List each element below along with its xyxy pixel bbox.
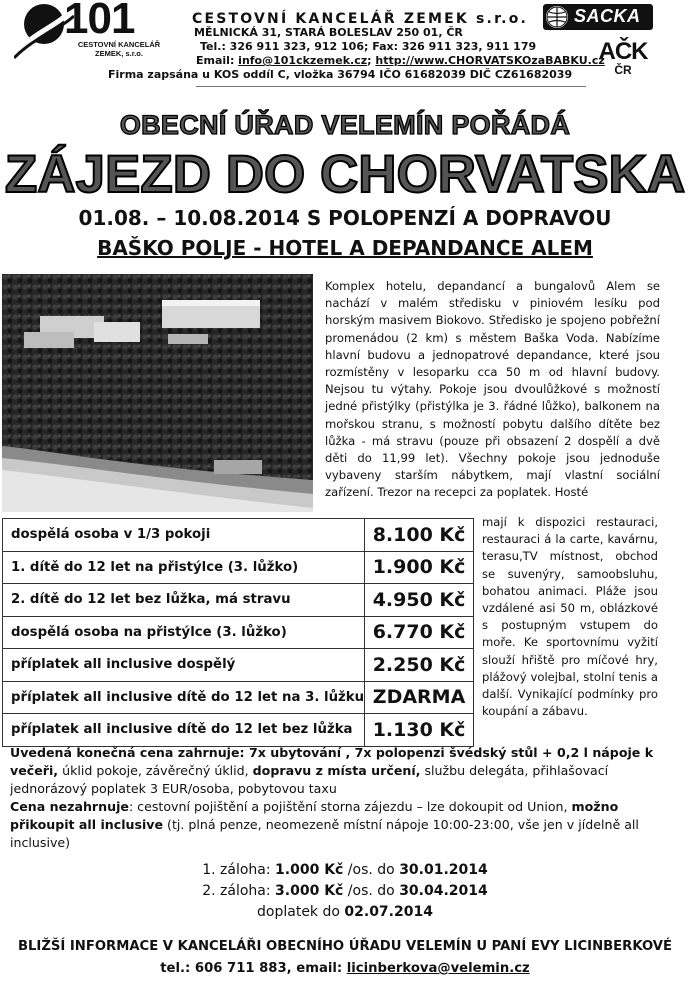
sacka-text: SACKA xyxy=(574,6,641,26)
ack-subtext: ČR xyxy=(614,63,632,77)
company-email-link[interactable]: info@101ckzemek.cz xyxy=(238,54,368,67)
sacka-logo xyxy=(543,4,653,30)
price-value: 6.770 Kč xyxy=(365,616,474,649)
price-value: 1.130 Kč xyxy=(365,714,474,747)
contact-line: tel.: 606 711 883, email: licinberkova@velemin.cz xyxy=(160,961,530,976)
company-address: MĚLNICKÁ 31, STARÁ BOLESLAV 250 01, ČR xyxy=(194,26,463,39)
main-title: ZÁJEZD DO CHORVATSKA xyxy=(4,145,686,204)
company-web-link[interactable]: http://www.CHORVATSKOzaBABKU.cz xyxy=(375,54,605,67)
price-value: 4.950 Kč xyxy=(365,584,474,617)
contact-info: BLIŽŠÍ INFORMACE V KANCELÁŘI OBECNÍHO ÚŘADU VELEMÍN U PANÍ EVY LICINBERKOVÉ xyxy=(17,939,673,954)
price-label: příplatek all inclusive dospělý xyxy=(3,649,365,682)
final-payment: doplatek do 02.07.2014 xyxy=(257,904,433,920)
price-label: dospělá osoba v 1/3 pokoji xyxy=(3,519,365,552)
table-row xyxy=(3,649,474,682)
price-label: 2. dítě do 12 let bez lůžka, má stravu xyxy=(3,584,365,617)
contact-footer xyxy=(0,936,690,980)
company-info xyxy=(108,11,605,82)
hotel-aerial-photo xyxy=(2,274,313,512)
table-row xyxy=(3,681,474,714)
price-label: příplatek all inclusive dítě do 12 let na 3. lůžku xyxy=(3,681,365,714)
contact-email-link[interactable]: licinberkova@velemin.cz xyxy=(346,961,530,976)
hotel-title: BAŠKO POLJE - HOTEL A DEPANDANCE ALEM xyxy=(97,236,593,260)
hotel-description-continued: mají k dispozici restauraci, restauraci á la carte, kavárnu, terasu,TV místnost, obchod se suvenýry, samoobsluhu, bohatou animaci. Pláže jsou vzdálené asi 50 m, oblázkové s postupným vstupem do moře. Ke sportovnímu vyžití slouží hřiště pro míčové hry, plážový volejbal, stolní tenis a další. Vynikající podmínky pro koupání a zábavu. xyxy=(482,515,658,719)
price-value: ZDARMA xyxy=(365,681,474,714)
deposit-schedule xyxy=(0,860,690,923)
organizer-title: OBECNÍ ÚŘAD VELEMÍN POŘÁDÁ xyxy=(119,110,571,140)
deposit-2: 2. záloha: 3.000 Kč /os. do 30.04.2014 xyxy=(202,883,488,899)
price-label: dospělá osoba na přistýlce (3. lůžko) xyxy=(3,616,365,649)
company-registration: Firma zapsána u KOS oddíl C, vložka 36794 IČO 61682039 DIČ CZ61682039 xyxy=(108,68,573,81)
ack-logo xyxy=(596,38,650,80)
logo-number: 101 xyxy=(64,0,135,43)
company-name: CESTOVNÍ KANCELÁŘ ZEMEK s.r.o. xyxy=(192,11,529,27)
table-row xyxy=(3,551,474,584)
globe-icon xyxy=(546,6,568,28)
deposit-1: 1. záloha: 1.000 Kč /os. do 30.01.2014 xyxy=(202,862,488,878)
table-row xyxy=(3,616,474,649)
table-row xyxy=(3,714,474,747)
price-conditions xyxy=(10,744,660,852)
company-email-line: Email: info@101ckzemek.cz; http://www.CHORVATSKOzaBABKU.cz xyxy=(196,54,605,67)
price-value: 1.900 Kč xyxy=(365,551,474,584)
price-label: 1. dítě do 12 let na přistýlce (3. lůžko) xyxy=(3,551,365,584)
header-divider xyxy=(196,86,586,87)
price-table xyxy=(2,518,474,747)
price-value: 2.250 Kč xyxy=(365,649,474,682)
hotel-description: Komplex hotelu, depandancí a bungalovů Alem se nachází v malém středisku v piniovém lesíku pod horským masivem Biokovo. Středisko je spojeno pobřežní promenádou (2 km) s městem Baška Voda. Nabízíme hlavní budovu a jednopatrové depandance, které jsou rozmístěny v lesoparku cca 50 m od hlavní budovy. Nejsou tu výtahy. Pokoje jsou dvoulůžkové s možností jedné přistýlky (přistýlka je 3. řádné lůžko), balkonem na mořskou stranu, s možností pobytu dalšího dítěte bez lůžka - má stravu (pouze při obsazení 2 dospělí a dvě děti do 11,99 let). Všechny pokoje jsou jednoduše vybaveny starším nábytkem, mají vlastní sociální zařízení. Trezor na recepci za poplatek. Hosté xyxy=(325,279,660,500)
logo-caption: CESTOVNÍ KANCELÁŘ ZEMEK, s.r.o. xyxy=(77,40,161,58)
company-logo xyxy=(14,2,182,64)
table-row xyxy=(3,519,474,552)
price-includes: Uvedená konečná cena zahrnuje: 7x ubytování , 7x polopenzi švédský stůl + 0,2 l nápoje k večeři, úklid pokoje, závěrečný úklid, dopravu z místa určení, službu delegáta, přihlašovací jednorázový poplatek 3 EUR/osoba, pobytovou taxu xyxy=(10,745,654,796)
company-phone: Tel.: 326 911 323, 912 106; Fax: 326 911 323, 911 179 xyxy=(200,40,537,53)
ack-text: AČK xyxy=(598,38,648,65)
price-excludes: Cena nezahrnuje: cestovní pojištění a pojištění storna zájezdu – lze dokoupit od Union, možno přikoupit all inclusive (tj. plná penze, neomezeně místní nápoje 10:00-23:00, vše jen v jídelně all inclusive) xyxy=(10,799,639,850)
table-row xyxy=(3,584,474,617)
price-label: příplatek all inclusive dítě do 12 let bez lůžka xyxy=(3,714,365,747)
price-value: 8.100 Kč xyxy=(365,519,474,552)
dates-title: 01.08. – 10.08.2014 S POLOPENZÍ A DOPRAVOU xyxy=(78,206,612,230)
